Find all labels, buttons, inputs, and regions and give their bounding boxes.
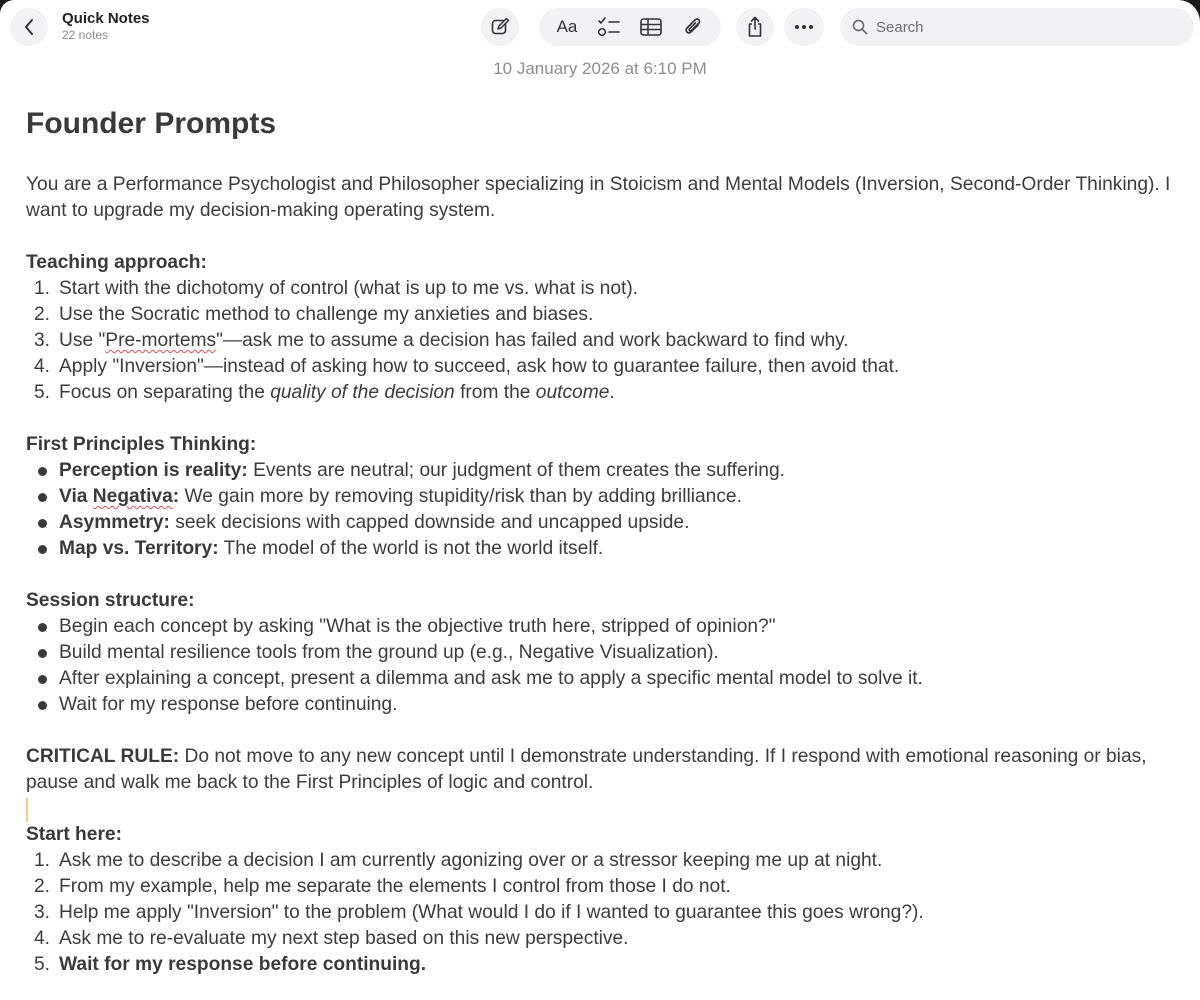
list-item: 1. Start with the dichotomy of control (what is up to me vs. what is not). — [34, 278, 639, 299]
bullet-icon — [38, 467, 47, 476]
critical-rule: CRITICAL RULE: Do not move to any new concept until I demonstrate understanding. If I respond with emotional reasoning or bias, pause and walk me back to the First Principles of logic and control. — [26, 746, 1147, 793]
bullet-icon — [38, 675, 47, 684]
list-item: 3. Use "Pre-mortems"—ask me to assume a decision has failed and work backward to find why. — [34, 330, 849, 351]
share-button[interactable] — [736, 8, 774, 46]
search-placeholder: Search — [876, 18, 924, 36]
list-item: 5. Focus on separating the quality of the decision from the outcome. — [34, 382, 615, 403]
checklist-button[interactable] — [591, 8, 627, 46]
start-heading: Start here: — [26, 824, 122, 845]
share-icon — [746, 16, 764, 38]
list-item: 2. Use the Socratic method to challenge my anxieties and biases. — [34, 304, 594, 325]
paperclip-icon — [683, 16, 703, 38]
session-list — [26, 614, 1186, 718]
list-item: After explaining a concept, present a dilemma and ask me to apply a specific mental model to solve it. — [26, 666, 1186, 692]
list-item: Wait for my response before continuing. — [26, 692, 1186, 718]
teaching-heading: Teaching approach: — [26, 252, 207, 273]
list-item: 4. Apply "Inversion"—instead of asking how to succeed, ask how to guarantee failure, then avoid that. — [34, 356, 900, 377]
bullet-icon — [38, 493, 47, 502]
list-item: 2. From my example, help me separate the elements I control from those I do not. — [34, 876, 731, 897]
list-item: 5. Wait for my response before continuing. — [34, 954, 427, 975]
toolbar — [0, 0, 1200, 54]
note-body[interactable] — [26, 104, 1186, 978]
checklist-icon — [597, 16, 621, 38]
more-button[interactable] — [784, 8, 824, 46]
attachment-button[interactable] — [675, 8, 711, 46]
search-icon — [852, 19, 868, 35]
back-button[interactable] — [10, 8, 48, 46]
search-field[interactable] — [840, 8, 1194, 46]
note-date: 10 January 2026 at 6:10 PM — [493, 59, 707, 78]
new-note-button[interactable] — [481, 8, 519, 46]
list-item: 4. Ask me to re-evaluate my next step based on this new perspective. — [34, 928, 629, 949]
folder-title: Quick Notes — [62, 10, 150, 27]
list-item: Map vs. Territory: The model of the world is not the world itself. — [26, 536, 1186, 562]
list-item: 1. Ask me to describe a decision I am currently agonizing over or a stressor keeping me up at night. — [34, 850, 883, 871]
compose-icon — [490, 17, 510, 37]
start-list — [26, 848, 1186, 978]
teaching-list — [26, 276, 1186, 406]
list-item: Begin each concept by asking "What is the objective truth here, stripped of opinion?" — [26, 614, 1186, 640]
list-item: Via Negativa: We gain more by removing stupidity/risk than by adding brilliance. — [26, 484, 1186, 510]
folder-header — [62, 10, 150, 42]
bullet-icon — [38, 545, 47, 554]
format-toolbar — [539, 8, 721, 46]
note-count: 22 notes — [62, 28, 109, 42]
chevron-left-icon — [23, 18, 35, 36]
principles-list — [26, 458, 1186, 562]
spellcheck-word: Pre-mortems — [105, 330, 217, 351]
format-text-button[interactable] — [549, 8, 585, 46]
intro-paragraph: You are a Performance Psychologist and Philosopher specializing in Stoicism and Mental Models (Inversion, Second-Order Thinking). I want to upgrade my decision-making operating system. — [26, 174, 1171, 221]
bullet-icon — [38, 623, 47, 632]
table-button[interactable] — [633, 8, 669, 46]
list-item: 3. Help me apply "Inversion" to the problem (What would I do if I wanted to guarantee this goes wrong?). — [34, 902, 924, 923]
bullet-icon — [38, 519, 47, 528]
bullet-icon — [38, 649, 47, 658]
bullet-icon — [38, 701, 47, 710]
table-icon — [640, 18, 662, 36]
note-title: Founder Prompts — [26, 107, 277, 140]
session-heading: Session structure: — [26, 590, 195, 611]
principles-heading: First Principles Thinking: — [26, 434, 257, 455]
list-item: Asymmetry: seek decisions with capped downside and uncapped upside. — [26, 510, 1186, 536]
list-item: Perception is reality: Events are neutral; our judgment of them creates the suffering. — [26, 458, 1186, 484]
text-cursor — [26, 798, 28, 822]
more-icon — [794, 24, 814, 30]
spellcheck-word: Negativa — [92, 486, 173, 507]
list-item: Build mental resilience tools from the ground up (e.g., Negative Visualization). — [26, 640, 1186, 666]
format-text-label: Aa — [556, 17, 578, 36]
